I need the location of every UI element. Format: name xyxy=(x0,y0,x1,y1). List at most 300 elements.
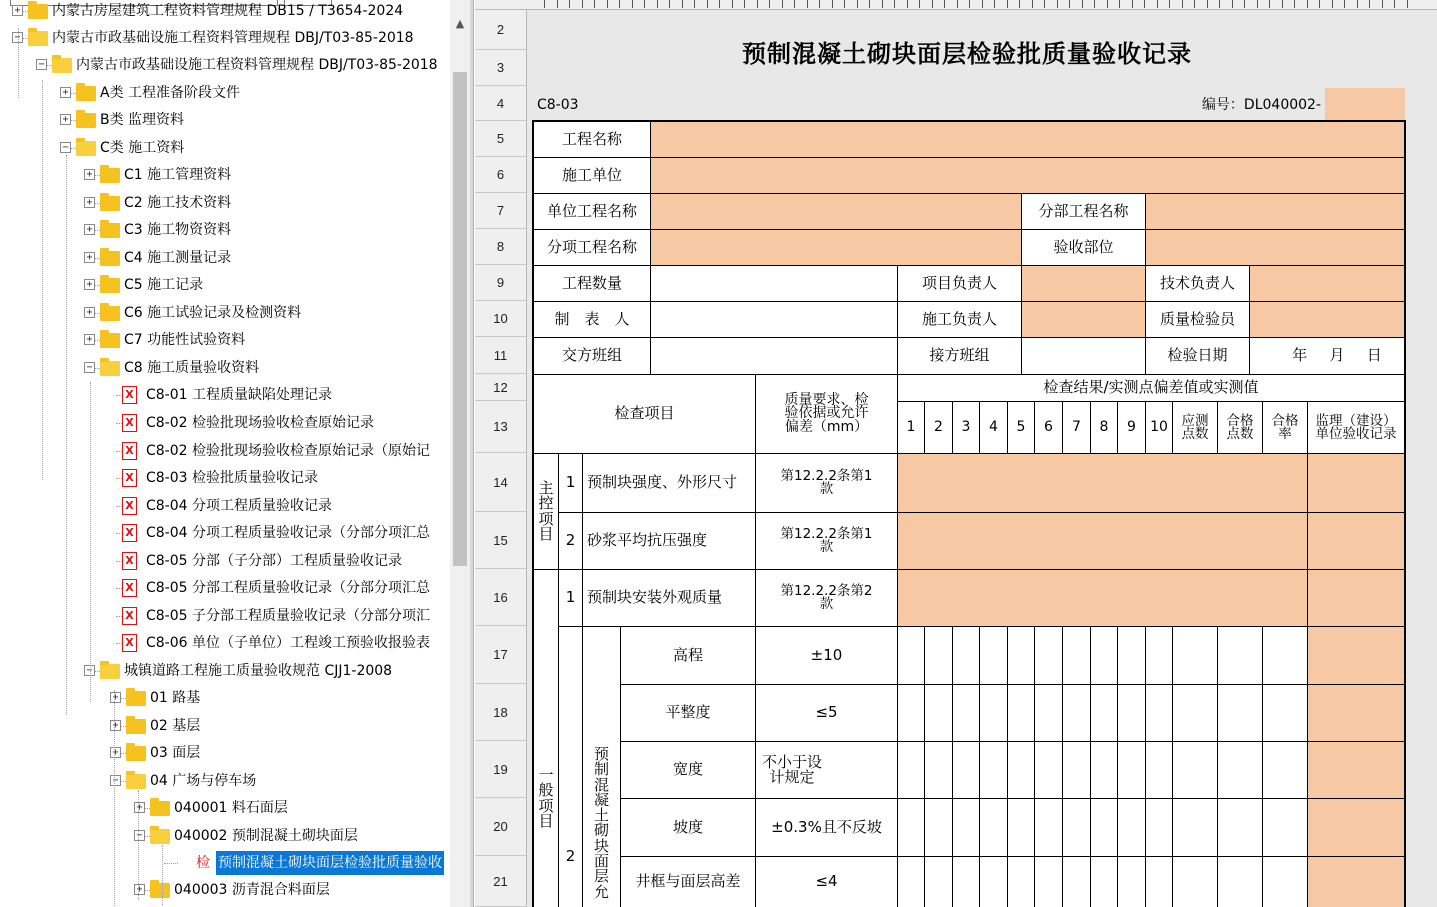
column-header-cell[interactable] xyxy=(1133,0,1145,8)
column-header-cell[interactable] xyxy=(721,0,733,8)
folder-icon xyxy=(76,86,96,101)
column-header-cell[interactable] xyxy=(971,0,983,8)
column-header-cell[interactable] xyxy=(1033,0,1045,8)
row-header[interactable]: 6 xyxy=(475,157,527,193)
inspector-field[interactable] xyxy=(1249,265,1405,302)
pass-rate-field[interactable] xyxy=(1262,626,1308,685)
excel-file-icon: X xyxy=(122,414,137,432)
measure-point-field[interactable] xyxy=(979,684,1008,742)
row-header[interactable]: 21 xyxy=(475,856,527,907)
subitem-supervisor-field[interactable] xyxy=(1307,626,1405,685)
row-header[interactable]: 7 xyxy=(475,193,527,229)
collapse-icon[interactable]: − xyxy=(12,32,23,43)
measure-point-field[interactable] xyxy=(897,856,925,907)
column-header-cell[interactable] xyxy=(1171,0,1183,8)
measure-point-field[interactable] xyxy=(897,626,925,685)
folder-icon xyxy=(126,746,146,761)
row-header[interactable]: 5 xyxy=(475,121,527,157)
label-leader: 施工负责人 xyxy=(897,301,1022,338)
item-result-field[interactable] xyxy=(897,453,1308,513)
column-header-cell[interactable] xyxy=(1321,0,1333,8)
pane-splitter[interactable] xyxy=(470,0,474,907)
tree-item[interactable] xyxy=(0,878,450,902)
pass-rate-field[interactable] xyxy=(1262,856,1308,907)
tree-item[interactable] xyxy=(0,604,450,628)
column-header-cell[interactable] xyxy=(783,0,795,8)
tree-item[interactable] xyxy=(0,576,450,600)
receiver-team-field[interactable] xyxy=(1021,337,1146,375)
column-header-cell[interactable] xyxy=(796,0,808,8)
measure-point-field[interactable] xyxy=(1117,626,1146,685)
measure-point-field[interactable] xyxy=(1145,856,1173,907)
tree-item[interactable] xyxy=(0,301,450,325)
tree-item[interactable] xyxy=(0,0,450,23)
tree-item[interactable] xyxy=(0,163,450,187)
subitem-supervisor-field[interactable] xyxy=(1307,741,1405,799)
tree-item[interactable] xyxy=(0,769,450,793)
measure-point-field[interactable] xyxy=(979,798,1008,857)
subitem-name: 平整度 xyxy=(620,684,756,742)
measure-point-field[interactable] xyxy=(924,741,953,799)
item-supervisor-field[interactable] xyxy=(1307,569,1405,627)
expand-icon[interactable]: + xyxy=(134,802,145,813)
column-header-cell[interactable] xyxy=(758,0,770,8)
column-header-cell[interactable] xyxy=(1158,0,1170,8)
row-header[interactable]: 8 xyxy=(475,229,527,265)
measure-point-field[interactable] xyxy=(1090,684,1118,742)
measure-point-field[interactable] xyxy=(979,626,1008,685)
column-header-cell[interactable] xyxy=(708,0,720,8)
header-point-8: 8 xyxy=(1090,401,1118,454)
measure-point-field[interactable] xyxy=(897,741,925,799)
tree-item-prefix: 检 xyxy=(196,855,210,871)
expand-icon[interactable]: + xyxy=(84,334,95,345)
row-header[interactable]: 13 xyxy=(475,401,527,453)
tree-item-label: A类 工程准备阶段文件 xyxy=(100,85,241,101)
column-header-cell[interactable] xyxy=(1221,0,1233,8)
measure-point-field[interactable] xyxy=(1145,684,1173,742)
inspection-date-field[interactable] xyxy=(1249,337,1405,375)
column-header-cell[interactable] xyxy=(1283,0,1295,8)
row-header[interactable]: 11 xyxy=(475,337,527,374)
measure-point-field[interactable] xyxy=(1090,856,1118,907)
tree-guide-line xyxy=(42,80,43,480)
measure-point-field[interactable] xyxy=(897,684,925,742)
tree-item[interactable] xyxy=(0,136,450,160)
folder-icon xyxy=(100,168,120,183)
tree-item-label: C8-02 检验批现场验收检查原始记录（原始记 xyxy=(146,443,430,459)
subitem-supervisor-field[interactable] xyxy=(1307,684,1405,742)
column-header-cell[interactable] xyxy=(1296,0,1308,8)
item-number: 1 xyxy=(558,453,583,513)
column-header-cell[interactable] xyxy=(1108,0,1120,8)
column-header-cell[interactable] xyxy=(733,0,745,8)
row-header[interactable]: 20 xyxy=(475,798,527,856)
excel-file-icon: X xyxy=(122,579,137,597)
tree-item-label: C8-04 分项工程质量验收记录 xyxy=(146,498,332,514)
header-point-2: 2 xyxy=(924,401,953,454)
tree-guide-line xyxy=(18,28,19,98)
column-header-cell[interactable] xyxy=(1308,0,1320,8)
tree-item[interactable] xyxy=(0,494,450,518)
unit-project-field[interactable] xyxy=(650,193,1022,230)
tree-item[interactable] xyxy=(0,246,450,270)
tree-item[interactable] xyxy=(0,631,450,655)
column-header-cell[interactable] xyxy=(846,0,858,8)
column-header-cell[interactable] xyxy=(1071,0,1083,8)
label-division-project: 分部工程名称 xyxy=(1021,193,1146,230)
pass-rate-field[interactable] xyxy=(1262,741,1308,799)
column-header-cell[interactable] xyxy=(1271,0,1283,8)
column-header-cell[interactable] xyxy=(1196,0,1208,8)
column-header-cell[interactable] xyxy=(921,0,933,8)
measure-point-field[interactable] xyxy=(1034,856,1063,907)
expand-icon[interactable]: + xyxy=(84,197,95,208)
column-header-cell[interactable] xyxy=(1096,0,1108,8)
should-points-field[interactable] xyxy=(1172,856,1218,907)
project-name-field[interactable] xyxy=(650,121,1405,158)
column-header-cell[interactable] xyxy=(633,0,645,8)
expand-icon[interactable]: + xyxy=(110,747,121,758)
division-project-field[interactable] xyxy=(1145,193,1405,230)
measure-point-field[interactable] xyxy=(952,626,980,685)
pass-points-field[interactable] xyxy=(1217,856,1263,907)
measure-point-field[interactable] xyxy=(924,798,953,857)
subitem-supervisor-field[interactable] xyxy=(1307,798,1405,857)
expand-icon[interactable]: + xyxy=(110,692,121,703)
expand-icon[interactable]: + xyxy=(84,252,95,263)
folder-icon xyxy=(76,113,96,128)
tree-item[interactable] xyxy=(0,108,450,132)
tree-item[interactable] xyxy=(0,824,450,848)
subitem-project-field[interactable] xyxy=(650,229,1022,266)
column-header-cell[interactable] xyxy=(1058,0,1070,8)
column-header-cell[interactable] xyxy=(908,0,920,8)
header-pass-rate: 合格率 xyxy=(1262,401,1308,454)
quantity-field[interactable] xyxy=(650,265,898,302)
tree-item-label: 内蒙古房屋建筑工程资料管理规程 DB15 / T3654-2024 xyxy=(52,3,404,19)
scroll-up-icon[interactable]: ▲ xyxy=(455,17,465,30)
should-points-field[interactable] xyxy=(1172,798,1218,857)
measure-point-field[interactable] xyxy=(1145,626,1173,685)
column-header-cell[interactable] xyxy=(1358,0,1370,8)
measure-point-field[interactable] xyxy=(952,798,980,857)
column-header-cell[interactable] xyxy=(533,0,545,8)
column-header-cell[interactable] xyxy=(1396,0,1408,8)
column-header-cell[interactable] xyxy=(1346,0,1358,8)
tree-item[interactable] xyxy=(0,741,450,765)
measure-point-field[interactable] xyxy=(1145,798,1173,857)
tree-item-label: C8-03 检验批质量验收记录 xyxy=(146,470,318,486)
row-header[interactable]: 16 xyxy=(475,569,527,626)
row-header[interactable]: 2 xyxy=(475,10,527,50)
serial-number-field[interactable] xyxy=(1325,88,1405,120)
header-point-5: 5 xyxy=(1007,401,1035,454)
column-header-cell[interactable] xyxy=(696,0,708,8)
measure-point-field[interactable] xyxy=(1090,798,1118,857)
pass-points-field[interactable] xyxy=(1217,798,1263,857)
expand-icon[interactable]: + xyxy=(84,279,95,290)
tree-item[interactable] xyxy=(0,521,450,545)
tree-item-label: C1 施工管理资料 xyxy=(124,167,232,183)
column-header-cell[interactable] xyxy=(1121,0,1133,8)
expand-icon[interactable]: + xyxy=(84,307,95,318)
tree-item[interactable] xyxy=(0,714,450,738)
header-supervisor-record: 监理（建设）单位验收记录 xyxy=(1307,401,1405,454)
measure-point-field[interactable] xyxy=(1062,684,1091,742)
inspector-field[interactable] xyxy=(1249,301,1405,338)
item-name: 预制块强度、外形尺寸 xyxy=(582,453,756,513)
column-header-cell[interactable] xyxy=(996,0,1008,8)
construction-unit-field[interactable] xyxy=(650,157,1405,194)
tree-item[interactable] xyxy=(0,439,450,463)
column-header-cell[interactable] xyxy=(946,0,958,8)
item-result-field[interactable] xyxy=(897,569,1308,627)
column-header-cell[interactable] xyxy=(571,0,583,8)
tree-item[interactable] xyxy=(0,328,450,352)
column-header-cell[interactable] xyxy=(821,0,833,8)
row-header[interactable]: 15 xyxy=(475,512,527,569)
tree-item[interactable] xyxy=(0,851,450,875)
preparer-field[interactable] xyxy=(650,301,898,338)
folder-icon xyxy=(28,4,48,19)
row-header[interactable]: 12 xyxy=(475,374,527,401)
measure-point-field[interactable] xyxy=(1007,626,1035,685)
column-header-cell[interactable] xyxy=(583,0,595,8)
folder-icon xyxy=(100,251,120,266)
tree-item-label: C8-05 分部（子分部）工程质量验收记录 xyxy=(146,553,402,569)
column-header-cell[interactable] xyxy=(1046,0,1058,8)
tree-item[interactable] xyxy=(0,26,450,50)
label-project-name: 工程名称 xyxy=(533,121,651,158)
column-header-cell[interactable] xyxy=(1233,0,1245,8)
leader-field[interactable] xyxy=(1021,265,1146,302)
measure-point-field[interactable] xyxy=(1145,741,1173,799)
measure-point-field[interactable] xyxy=(1007,741,1035,799)
pass-rate-field[interactable] xyxy=(1262,798,1308,857)
expand-icon[interactable]: + xyxy=(12,5,23,16)
measure-point-field[interactable] xyxy=(1090,741,1118,799)
measure-point-field[interactable] xyxy=(1062,798,1091,857)
column-header-cell[interactable] xyxy=(808,0,820,8)
column-header-cell[interactable] xyxy=(683,0,695,8)
tree-item[interactable] xyxy=(0,191,450,215)
acceptance-location-field[interactable] xyxy=(1145,229,1405,266)
label-receiver-team: 接方班组 xyxy=(897,337,1022,375)
column-header-cell[interactable] xyxy=(958,0,970,8)
folder-icon xyxy=(126,691,146,706)
column-header-cell[interactable] xyxy=(1258,0,1270,8)
tree-item[interactable] xyxy=(0,356,450,380)
label-unit-project: 单位工程名称 xyxy=(533,193,651,230)
column-header-cell[interactable] xyxy=(1008,0,1020,8)
tree-item-label: B类 监理资料 xyxy=(100,112,185,128)
item-supervisor-field[interactable] xyxy=(1307,453,1405,513)
column-header-cell[interactable] xyxy=(1208,0,1220,8)
measure-point-field[interactable] xyxy=(1117,798,1146,857)
column-header-cell[interactable] xyxy=(1383,0,1395,8)
expand-icon[interactable]: + xyxy=(84,224,95,235)
column-header-cell[interactable] xyxy=(1371,0,1383,8)
row-header[interactable]: 14 xyxy=(475,453,527,512)
expand-icon[interactable]: + xyxy=(60,87,71,98)
tree-guide-line xyxy=(138,790,139,900)
measure-point-field[interactable] xyxy=(952,856,980,907)
measure-point-field[interactable] xyxy=(897,798,925,857)
excel-file-icon: X xyxy=(122,552,137,570)
form-code: C8-03 xyxy=(533,88,651,122)
column-header-cell[interactable] xyxy=(771,0,783,8)
column-header-cell[interactable] xyxy=(1183,0,1195,8)
measure-point-field[interactable] xyxy=(1034,741,1063,799)
item-supervisor-field[interactable] xyxy=(1307,512,1405,570)
label-construction-unit: 施工单位 xyxy=(533,157,651,194)
measure-point-field[interactable] xyxy=(924,626,953,685)
measure-point-field[interactable] xyxy=(1062,856,1091,907)
measure-point-field[interactable] xyxy=(979,741,1008,799)
measure-point-field[interactable] xyxy=(1062,626,1091,685)
measure-point-field[interactable] xyxy=(1090,626,1118,685)
tree-item[interactable] xyxy=(0,659,450,683)
pass-points-field[interactable] xyxy=(1217,684,1263,742)
column-header-cell[interactable] xyxy=(1083,0,1095,8)
measure-point-field[interactable] xyxy=(1034,684,1063,742)
subitem-name: 坡度 xyxy=(620,798,756,857)
folder-icon xyxy=(100,278,120,293)
tree-item-label: 04 广场与停车场 xyxy=(150,773,257,789)
column-header-cell[interactable] xyxy=(646,0,658,8)
expand-icon[interactable]: + xyxy=(60,114,71,125)
header-point-10: 10 xyxy=(1145,401,1173,454)
tree-item-label: 02 基层 xyxy=(150,718,201,734)
tree-item[interactable] xyxy=(0,549,450,573)
expand-icon[interactable]: + xyxy=(110,720,121,731)
column-header-cell[interactable] xyxy=(1246,0,1258,8)
column-header-cell[interactable] xyxy=(546,0,558,8)
measure-point-field[interactable] xyxy=(924,856,953,907)
column-header-cell[interactable] xyxy=(1021,0,1033,8)
header-point-9: 9 xyxy=(1117,401,1146,454)
column-header-cell[interactable] xyxy=(596,0,608,8)
pass-rate-field[interactable] xyxy=(1262,684,1308,742)
column-header-cell[interactable] xyxy=(833,0,845,8)
measure-point-field[interactable] xyxy=(952,741,980,799)
measure-point-field[interactable] xyxy=(1034,626,1063,685)
scrollbar-thumb[interactable] xyxy=(453,72,467,566)
pass-points-field[interactable] xyxy=(1217,626,1263,685)
column-header-cell[interactable] xyxy=(558,0,570,8)
column-header-cell[interactable] xyxy=(746,0,758,8)
collapse-icon[interactable]: − xyxy=(134,830,145,841)
column-header-cell[interactable] xyxy=(858,0,870,8)
tree-item[interactable] xyxy=(0,411,450,435)
row-header[interactable]: 17 xyxy=(475,626,527,684)
collapse-icon[interactable]: − xyxy=(110,775,121,786)
leader-field[interactable] xyxy=(1021,301,1146,338)
collapse-icon[interactable]: − xyxy=(84,362,95,373)
should-points-field[interactable] xyxy=(1172,684,1218,742)
tree-item[interactable] xyxy=(0,466,450,490)
expand-icon[interactable]: + xyxy=(84,169,95,180)
tree-guide-line xyxy=(90,382,91,702)
header-point-1: 1 xyxy=(897,401,925,454)
tree-item-label: C类 施工资料 xyxy=(100,140,185,156)
collapse-icon[interactable]: − xyxy=(84,665,95,676)
row-header[interactable]: 9 xyxy=(475,265,527,301)
column-header-cell[interactable] xyxy=(871,0,883,8)
expand-icon[interactable]: + xyxy=(134,884,145,895)
header-quality-requirement: 质量要求、检验依据或允许偏差（mm） xyxy=(755,374,898,454)
row-header[interactable]: 18 xyxy=(475,684,527,741)
tree-item-label: C3 施工物资资料 xyxy=(124,222,232,238)
tree-item-label: C8-05 子分部工程质量验收记录（分部分项汇 xyxy=(146,608,430,624)
pass-points-field[interactable] xyxy=(1217,741,1263,799)
folder-icon xyxy=(150,883,170,898)
measure-point-field[interactable] xyxy=(952,684,980,742)
row-header[interactable]: 19 xyxy=(475,741,527,798)
collapse-icon[interactable]: − xyxy=(36,59,47,70)
label-acceptance-location: 验收部位 xyxy=(1021,229,1146,266)
column-header-cell[interactable] xyxy=(658,0,670,8)
row-header[interactable]: 3 xyxy=(475,50,527,86)
tree-item-label: C5 施工记录 xyxy=(124,277,204,293)
column-header-cell[interactable] xyxy=(1333,0,1345,8)
measure-point-field[interactable] xyxy=(1062,741,1091,799)
row-header[interactable]: 10 xyxy=(475,301,527,337)
tree-item-label: C7 功能性试验资料 xyxy=(124,332,246,348)
measure-point-field[interactable] xyxy=(1007,684,1035,742)
column-header-cell[interactable] xyxy=(896,0,908,8)
tree-item[interactable] xyxy=(0,383,450,407)
column-header-cell[interactable] xyxy=(621,0,633,8)
tree-item[interactable] xyxy=(0,796,450,820)
tree-item[interactable] xyxy=(0,53,450,77)
subitem-supervisor-field[interactable] xyxy=(1307,856,1405,907)
column-header-cell[interactable] xyxy=(883,0,895,8)
measure-point-field[interactable] xyxy=(1117,856,1146,907)
column-header-strip[interactable] xyxy=(475,0,1437,10)
column-header-cell[interactable] xyxy=(983,0,995,8)
item-result-field[interactable] xyxy=(897,512,1308,570)
tree-item-label: C2 施工技术资料 xyxy=(124,195,232,211)
tree-scrollbar[interactable] xyxy=(450,0,470,907)
tree-item[interactable] xyxy=(0,273,450,297)
tree-item[interactable] xyxy=(0,218,450,242)
handover-team-field[interactable] xyxy=(650,337,898,375)
tree-item[interactable] xyxy=(0,686,450,710)
measure-point-field[interactable] xyxy=(924,684,953,742)
measure-point-field[interactable] xyxy=(1034,798,1063,857)
measure-point-field[interactable] xyxy=(1007,856,1035,907)
column-header-cell[interactable] xyxy=(608,0,620,8)
column-header-cell[interactable] xyxy=(671,0,683,8)
header-check-item: 检查项目 xyxy=(533,374,756,454)
should-points-field[interactable] xyxy=(1172,741,1218,799)
folder-icon xyxy=(150,801,170,816)
excel-file-icon: X xyxy=(122,634,137,652)
column-header-cell[interactable] xyxy=(933,0,945,8)
measure-point-field[interactable] xyxy=(1007,798,1035,857)
measure-point-field[interactable] xyxy=(979,856,1008,907)
column-header-cell[interactable] xyxy=(1146,0,1158,8)
should-points-field[interactable] xyxy=(1172,626,1218,685)
collapse-icon[interactable]: − xyxy=(60,142,71,153)
tree-item[interactable] xyxy=(0,81,450,105)
measure-point-field[interactable] xyxy=(1117,741,1146,799)
row-header[interactable]: 4 xyxy=(475,86,527,121)
tree-item-label: C8-05 分部工程质量验收记录（分部分项汇总 xyxy=(146,580,430,596)
measure-point-field[interactable] xyxy=(1117,684,1146,742)
